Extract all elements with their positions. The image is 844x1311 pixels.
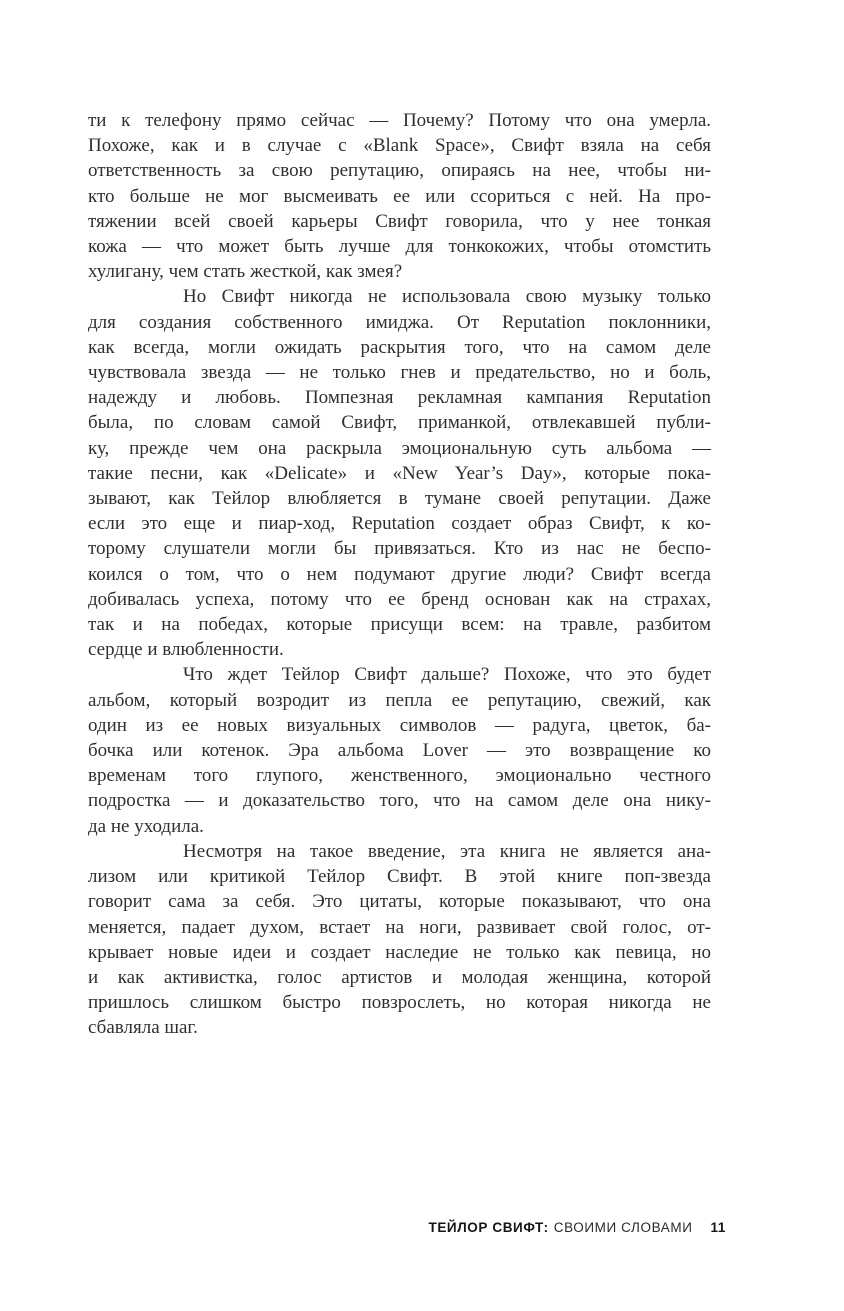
text-line: временам того глупого, женственного, эмоционально честного: [88, 765, 711, 787]
text-line: торому слушатели могли бы привязаться. Кто из нас не беспо-: [88, 538, 711, 560]
text-line: как всегда, могли ожидать раскрытия того, что на самом деле: [88, 336, 711, 358]
text-line: коился о том, что о нем подумают другие люди? Свифт всегда: [88, 563, 711, 585]
text-line: меняется, падает духом, встает на ноги, развивает свой голос, от-: [88, 916, 711, 938]
running-footer: [428, 1220, 726, 1235]
text-line: ответственность за свою репутацию, опираясь на нее, чтобы ни-: [88, 160, 711, 182]
text-line: тяжении всей своей карьеры Свифт говорила, что у нее тонкая: [88, 210, 711, 232]
text-line: и как активистка, голос артистов и молодая женщина, которой: [88, 966, 711, 988]
paragraph: [88, 839, 711, 1041]
text-line: была, по словам самой Свифт, приманкой, отвлекавшей публи-: [88, 412, 711, 434]
text-line: сбавляла шаг.: [88, 1017, 198, 1039]
paragraph: [88, 284, 711, 662]
text-line: кто больше не мог высмеивать ее или ссориться с ней. На про-: [88, 185, 711, 207]
text-line: бочка или котенок. Эра альбома Lover — это возвращение ко: [88, 740, 711, 762]
text-line: говорит сама за себя. Это цитаты, которые показывают, что она: [88, 891, 711, 913]
text-line: такие песни, как «Delicate» и «New Year’s Day», которые пока-: [88, 462, 711, 484]
footer-page-number: 11: [710, 1220, 726, 1235]
footer-book-subtitle: СВОИМИ СЛОВАМИ: [553, 1220, 693, 1235]
text-line: надежду и любовь. Помпезная рекламная кампания Reputation: [88, 387, 711, 409]
text-line: хулигану, чем стать жесткой, как змея?: [88, 261, 403, 283]
text-line: для создания собственного имиджа. От Reputation поклонники,: [88, 311, 711, 333]
text-line: Похоже, как и в случае с «Blank Space», Свифт взяла на себя: [88, 135, 711, 157]
text-line: зывают, как Тейлор влюбляется в тумане своей репутации. Даже: [88, 488, 711, 510]
text-line: лизом или критикой Тейлор Свифт. В этой книге поп-звезда: [88, 866, 711, 888]
text-line: Но Свифт никогда не использовала свою музыку только: [183, 286, 711, 308]
text-line: если это еще и пиар-ход, Reputation создает образ Свифт, к ко-: [88, 513, 711, 535]
text-line: добивалась успеха, потому что ее бренд основан как на страхах,: [88, 588, 711, 610]
text-line: сердце и влюбленности.: [88, 639, 284, 661]
body-text: [88, 108, 711, 1041]
text-line: чувствовала звезда — не только гнев и предательство, но и боль,: [88, 362, 711, 384]
text-line: ку, прежде чем она раскрыла эмоциональную суть альбома —: [88, 437, 711, 459]
text-line: так и на победах, которые присущи всем: на травле, разбитом: [88, 614, 711, 636]
text-line: да не уходила.: [88, 815, 204, 837]
text-line: подростка — и доказательство того, что на самом деле она нику-: [88, 790, 711, 812]
text-line: крывает новые идеи и создает наследие не только как певица, но: [88, 941, 711, 963]
footer-book-title: ТЕЙЛОР СВИФТ:: [428, 1220, 549, 1235]
text-line: пришлось слишком быстро повзрослеть, но которая никогда не: [88, 992, 711, 1014]
paragraph: [88, 108, 711, 284]
text-line: Что ждет Тейлор Свифт дальше? Похоже, что это будет: [183, 664, 711, 686]
paragraph: [88, 662, 711, 838]
text-line: ти к телефону прямо сейчас — Почему? Потому что она умерла.: [88, 110, 711, 131]
text-line: кожа — что может быть лучше для тонкокожих, чтобы отомстить: [88, 236, 711, 258]
text-line: альбом, который возродит из пепла ее репутацию, свежий, как: [88, 689, 711, 711]
text-line: один из ее новых визуальных символов — радуга, цветок, ба-: [88, 714, 711, 736]
text-line: Несмотря на такое введение, эта книга не является ана-: [183, 840, 711, 862]
